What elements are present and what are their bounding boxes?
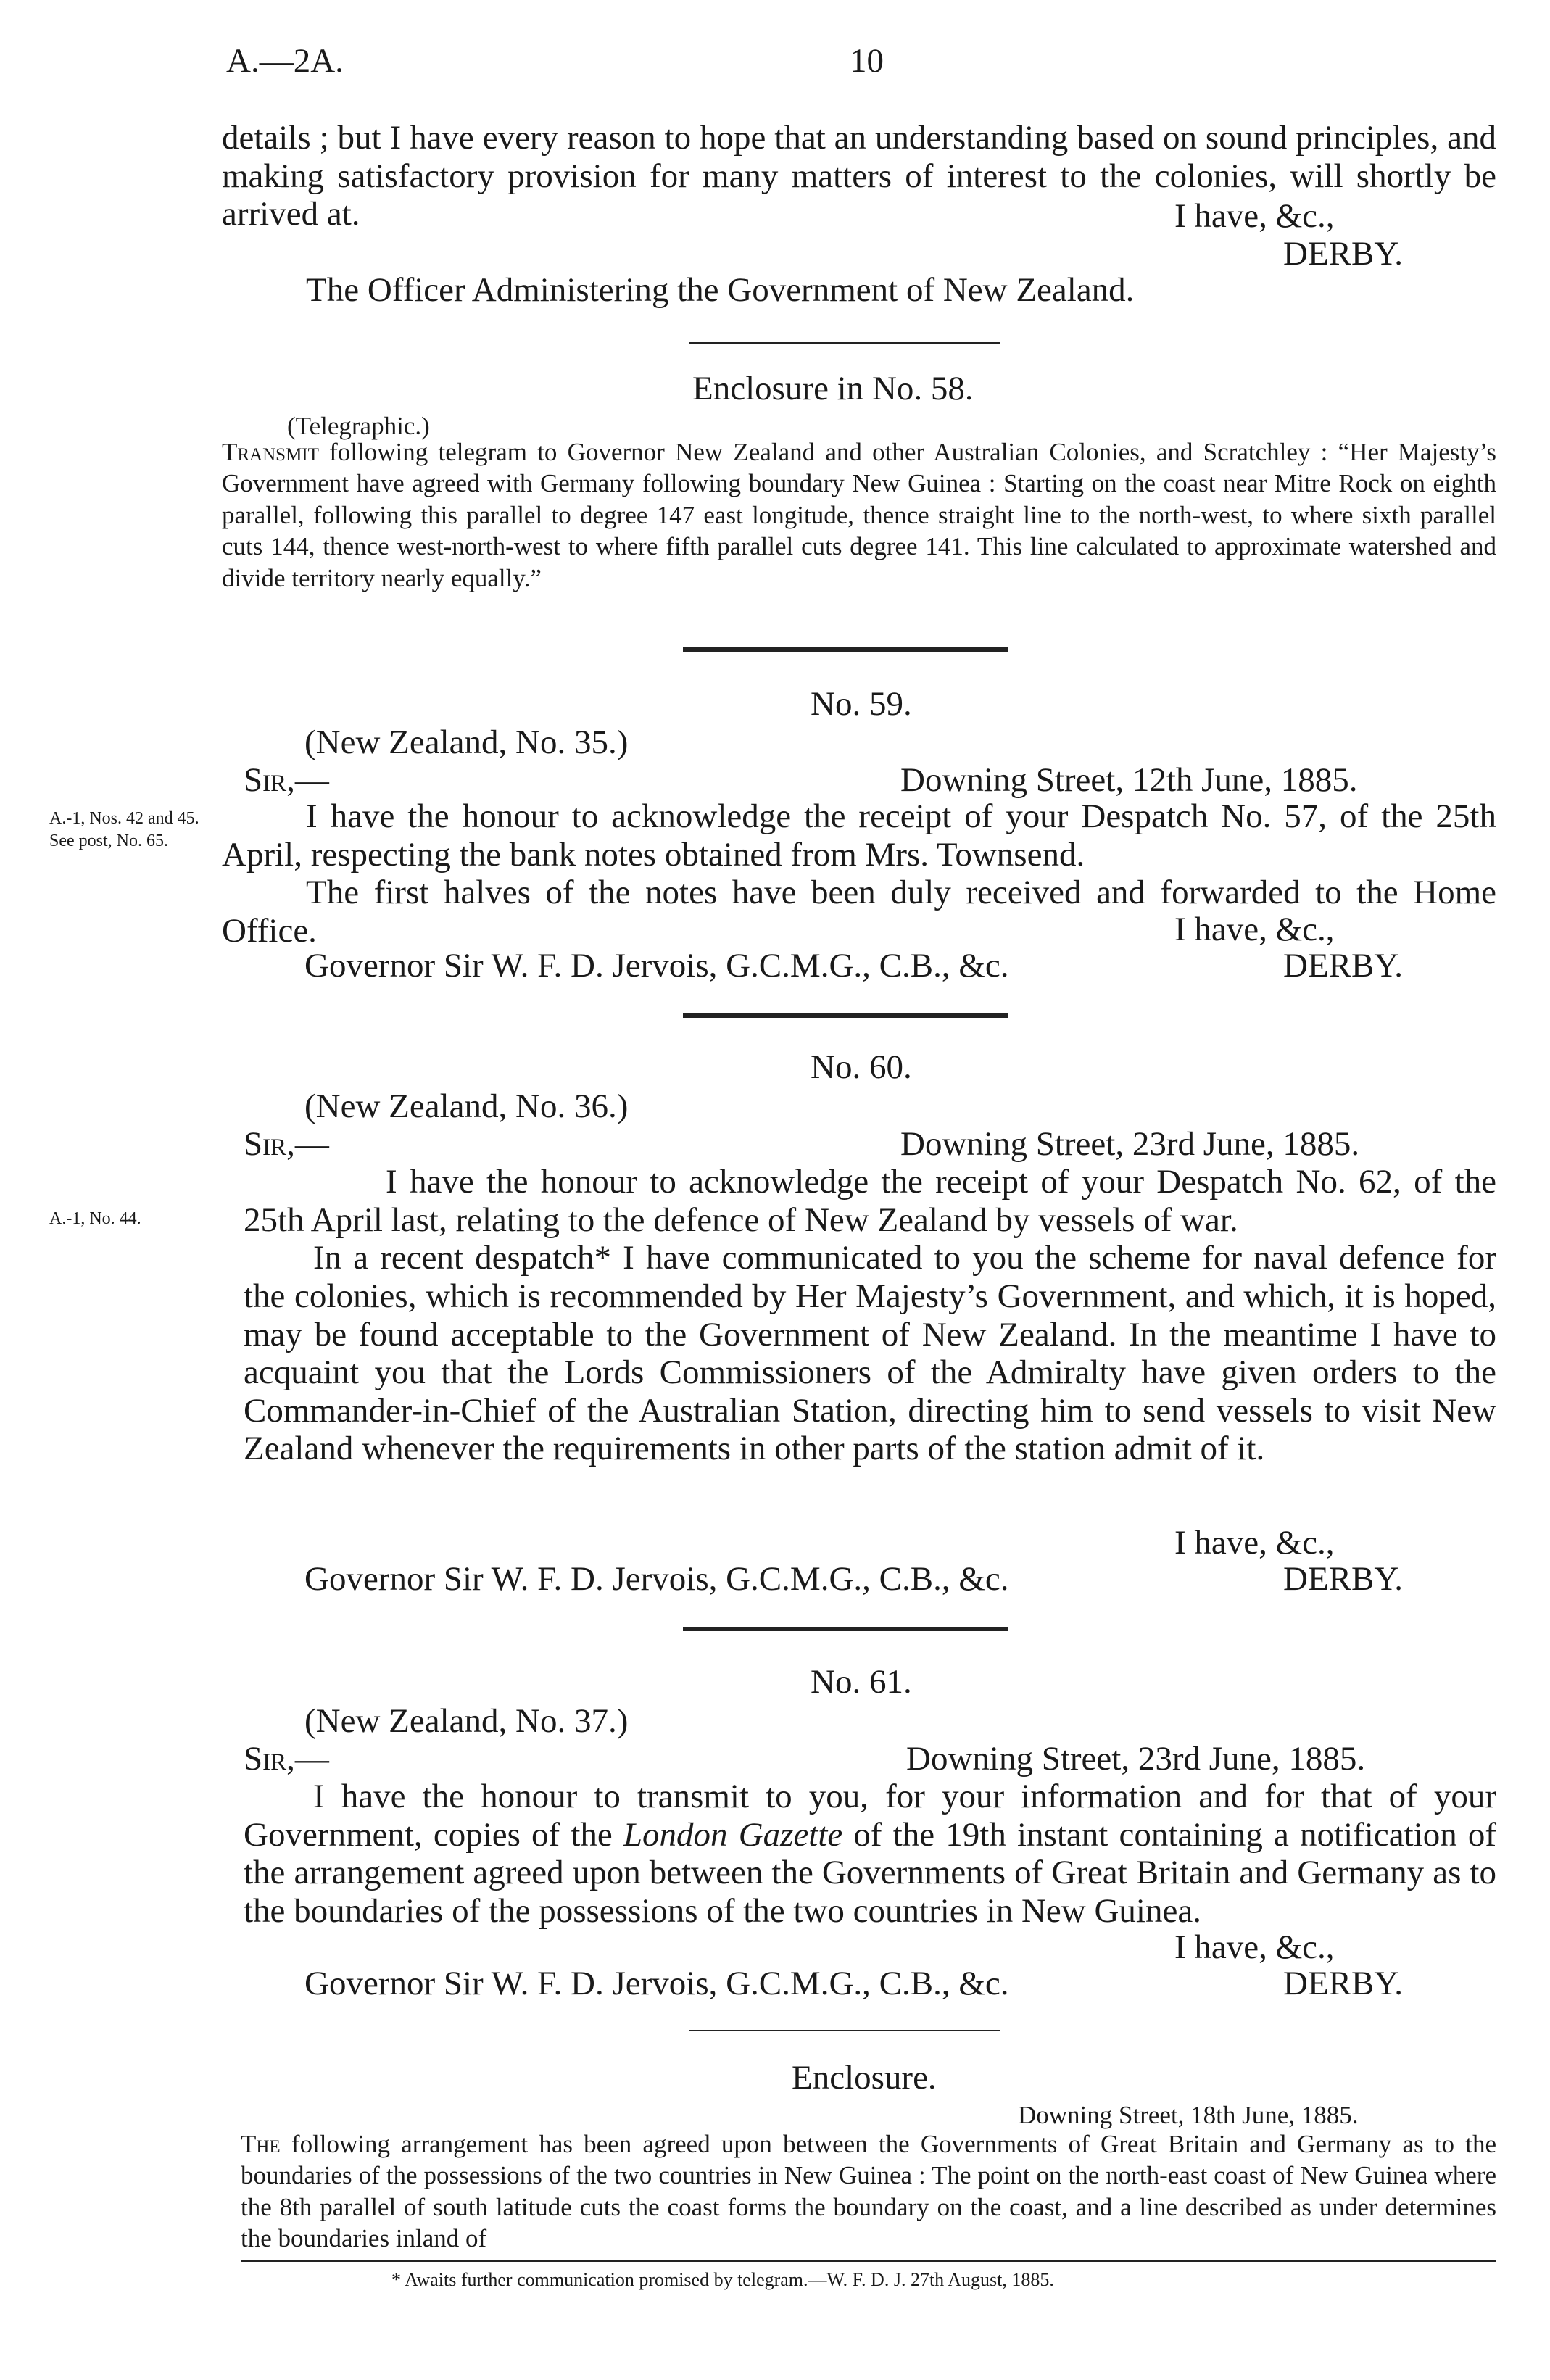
continuation-text: details ; but I have every reason to hope that an understanding based on sound principles, and making satisfactory provision for many matters of interest to the colonies, will shortly be arrived at.: [222, 119, 1496, 233]
no-59-heading: No. 59.: [811, 685, 912, 723]
divider-thin: [689, 2030, 1000, 2031]
no-60-closing: I have, &c.,: [1174, 1524, 1335, 1562]
footnote-rule: [241, 2260, 1496, 2262]
no-60-place-date: Downing Street, 23rd June, 1885.: [900, 1125, 1360, 1163]
no-59-signature: DERBY.: [1283, 947, 1403, 984]
enclosure-61-heading: Enclosure.: [792, 2059, 937, 2097]
no-59-salutation: Sir,—: [244, 761, 329, 799]
enclosure-61-place-date: Downing Street, 18th June, 1885.: [1018, 2101, 1359, 2129]
no-59-place-date: Downing Street, 12th June, 1885.: [900, 761, 1358, 799]
no-61-addressee: Governor Sir W. F. D. Jervois, G.C.M.G., C.B., &c.: [304, 1965, 1009, 2002]
divider-thin: [689, 342, 1000, 344]
no-59-ref: (New Zealand, No. 35.): [304, 723, 629, 761]
no-60-paragraph-1: I have the honour to acknowledge the receipt of your Despatch No. 62, of the 25th April last, relating to the defence of New Zealand by vessels of war.: [244, 1163, 1496, 1239]
enclosure-61-text: following arrangement has been agreed upon between the Governments of Great Britain and Germany as to the boundaries of the possessions of the two countries in New Guinea : The point on the north-east coast of New Guinea where the 8th parallel of south latitude cuts the coast forms the boundary on the coast, and a line described as under determines the boundaries inland of: [241, 2130, 1496, 2253]
no-60-margin-note: A.-1, No. 44.: [49, 1209, 141, 1228]
no-59-header-row: [244, 761, 1496, 800]
no-61-salutation: Sir,—: [244, 1740, 329, 1778]
enclosure-58-heading: Enclosure in No. 58.: [692, 370, 974, 407]
enclosure-58-text: following telegram to Governor New Zealand and other Australian Colonies, and Scratchley : “Her Majesty’s Government have agreed with Germany following boundary New Guinea : Starting on the coast near Mitre Rock on eighth parallel, following this parallel to degree 147 east longitude, thence straight line to the north-west, to where sixth parallel cuts 144, thence west-north-west to where fifth parallel cuts degree 141. This line calculated to approximate watershed and divide territory nearly equally.”: [222, 438, 1496, 592]
no-61-text-before: I have the honour to transmit to you, for your information and for that of your Government, copies of the: [244, 1778, 1496, 1854]
footnote: * Awaits further communication promised by telegram.—W. F. D. J. 27th August, 1885.: [391, 2269, 1054, 2290]
divider-thick: [683, 1013, 1008, 1018]
enclosure-61-lead: The: [241, 2130, 281, 2158]
enclosure-61-body: [241, 2128, 1496, 2255]
divider-thick: [683, 647, 1008, 652]
continuation-closing: I have, &c.,: [1174, 197, 1335, 235]
no-60-body: [244, 1163, 1496, 1468]
enclosure-58-lead: Transmit: [222, 438, 319, 466]
no-60-ref: (New Zealand, No. 36.): [304, 1087, 629, 1125]
no-60-header-row: [244, 1125, 1496, 1164]
page-ref: A.—2A.: [226, 42, 344, 80]
divider-thick: [683, 1627, 1008, 1631]
page-number: 10: [850, 42, 884, 80]
no-59-paragraph-1: I have the honour to acknowledge the receipt of your Despatch No. 57, of the 25th April, respecting the bank notes obtained from Mrs. Townsend.: [222, 797, 1496, 874]
no-61-ref: (New Zealand, No. 37.): [304, 1702, 629, 1740]
margin-note-1: A.-1, Nos. 42 and 45.: [49, 809, 199, 828]
no-61-closing: I have, &c.,: [1174, 1928, 1335, 1966]
no-61-body: [244, 1778, 1496, 1931]
telegraphic-note: (Telegraphic.): [287, 412, 430, 440]
no-59-addressee: Governor Sir W. F. D. Jervois, G.C.M.G., C.B., &c.: [304, 947, 1009, 984]
no-61-heading: No. 61.: [811, 1663, 912, 1701]
no-60-signature: DERBY.: [1283, 1560, 1403, 1598]
no-61-signature: DERBY.: [1283, 1965, 1403, 2002]
no-60-heading: No. 60.: [811, 1048, 912, 1086]
no-59-closing: I have, &c.,: [1174, 911, 1335, 948]
no-60-salutation: Sir,—: [244, 1125, 329, 1163]
no-59-paragraph-2: The first halves of the notes have been duly received and forwarded to the Home Office.: [222, 874, 1496, 950]
continuation-addressee: The Officer Administering the Government of New Zealand.: [306, 271, 1135, 309]
no-59-margin-note: [49, 808, 231, 853]
no-60-addressee: Governor Sir W. F. D. Jervois, G.C.M.G., C.B., &c.: [304, 1560, 1009, 1598]
no-60-paragraph-2: In a recent despatch* I have communicated to you the scheme for naval defence for the colonies, which is recommended by Her Majesty’s Government, and which, it is hoped, may be found acceptable to the Government of New Zealand. In the meantime I have to acquaint you that the Lords Commissioners of the Admiralty have given orders to the Commander-in-Chief of the Australian Station, directing him to send vessels to visit New Zealand whenever the requirements in other parts of the station admit of it.: [244, 1239, 1496, 1468]
no-61-text-after: of the 19th instant containing a notification of the arrangement agreed upon between the Governments of Great Britain and Germany as to the boundaries of the possessions of the two countries in New Guinea.: [244, 1815, 1496, 1930]
no-61-header-row: [244, 1740, 1496, 1779]
continuation-signature: DERBY.: [1283, 235, 1403, 273]
enclosure-58-body: [222, 436, 1496, 594]
no-61-place-date: Downing Street, 23rd June, 1885.: [906, 1740, 1366, 1778]
no-61-italic: London Gazette: [623, 1815, 843, 1854]
margin-note-2: See post, No. 65.: [49, 832, 168, 851]
